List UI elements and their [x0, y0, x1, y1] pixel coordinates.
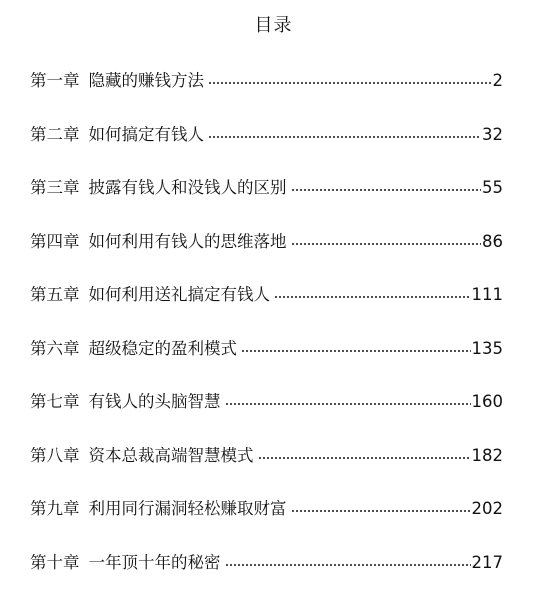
toc-entry — [30, 334, 503, 388]
toc-entry — [30, 387, 503, 441]
dot-leader — [225, 548, 471, 568]
chapter-number: 第七章 — [30, 392, 80, 411]
chapter-title: 隐藏的赚钱方法 — [88, 71, 204, 90]
chapter-number: 第九章 — [30, 499, 80, 518]
page-number: 182 — [471, 445, 503, 465]
chapter-number: 第八章 — [30, 445, 80, 465]
chapter-number: 第二章 — [30, 124, 80, 144]
chapter-title: 有钱人的头脑智慧 — [88, 392, 221, 411]
dot-leader — [241, 334, 471, 354]
chapter-title: 一年顶十年的秘密 — [88, 552, 221, 572]
page-number: 32 — [482, 124, 503, 144]
dot-leader — [291, 494, 471, 514]
page-number: 86 — [482, 231, 503, 251]
chapter-number: 第五章 — [30, 285, 80, 304]
dot-leader — [258, 441, 471, 461]
chapter-title: 如何利用送礼搞定有钱人 — [88, 285, 270, 304]
chapter-number: 第四章 — [30, 231, 80, 251]
chapter-title: 资本总裁高端智慧模式 — [88, 445, 254, 465]
dot-leader — [274, 280, 471, 300]
dot-leader — [291, 227, 482, 247]
page-number: 111 — [471, 285, 503, 304]
page-number: 202 — [471, 499, 503, 518]
toc-entry — [30, 120, 503, 174]
chapter-title: 如何利用有钱人的思维落地 — [88, 231, 287, 251]
toc-entry — [30, 441, 503, 495]
dot-leader — [225, 387, 471, 407]
table-of-contents — [30, 66, 503, 601]
chapter-title: 超级稳定的盈利模式 — [88, 338, 237, 358]
page-number: 2 — [492, 71, 503, 90]
page-number: 160 — [471, 392, 503, 411]
chapter-number: 第三章 — [30, 178, 80, 197]
toc-entry — [30, 66, 503, 120]
toc-title: 目录 — [254, 15, 293, 36]
chapter-number: 第六章 — [30, 338, 80, 358]
page-number: 217 — [471, 552, 503, 572]
toc-entry — [30, 548, 503, 602]
toc-entry — [30, 227, 503, 281]
toc-entry — [30, 280, 503, 334]
page-number: 135 — [471, 338, 503, 358]
chapter-number: 第一章 — [30, 71, 80, 90]
dot-leader — [208, 66, 492, 86]
toc-entry — [30, 494, 503, 548]
chapter-title: 利用同行漏洞轻松赚取财富 — [88, 499, 287, 518]
page-number: 55 — [482, 178, 503, 197]
toc-entry — [30, 173, 503, 227]
dot-leader — [208, 120, 481, 140]
dot-leader — [291, 173, 482, 193]
chapter-number: 第十章 — [30, 552, 80, 572]
chapter-title: 披露有钱人和没钱人的区别 — [88, 178, 287, 197]
chapter-title: 如何搞定有钱人 — [88, 124, 204, 144]
